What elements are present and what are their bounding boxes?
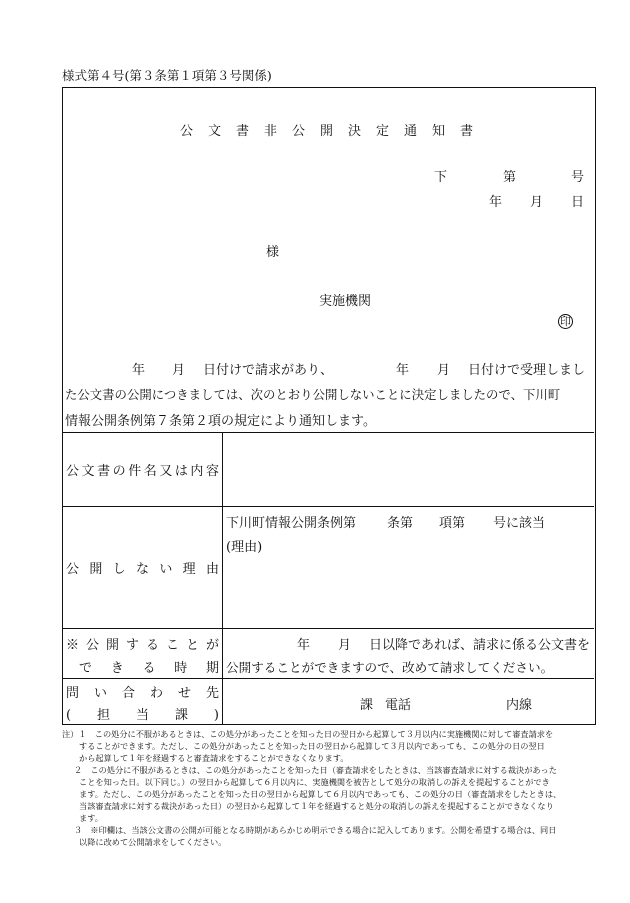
addressee-suffix: 様: [266, 245, 280, 260]
contact-label-1: 問い合わせ先: [66, 686, 219, 701]
body-month-1: 月: [172, 363, 186, 378]
note-line: ３ ※印欄は、当該公文書の公開が可能となる時期があらかじめ明示できる場合に記入してあります。公開を希望する場合は、同日: [74, 825, 557, 835]
body-text-1a: 日付けで請求があり、: [203, 363, 334, 378]
note-line: ます。: [79, 813, 103, 823]
contact-section: 課: [360, 698, 374, 713]
contact-extension: 内線: [506, 698, 533, 713]
row-rule-2: [63, 628, 594, 629]
date-day: 日: [571, 195, 585, 210]
ref-prefix: 下: [434, 170, 448, 185]
contact-label-2: (担当課): [66, 708, 219, 723]
timing-text-a: 日以降であれば、請求に係る公文書を: [369, 638, 591, 653]
body-year-2: 年: [396, 363, 410, 378]
ordinance-paragraph: 項第: [439, 516, 466, 531]
notes-section: [62, 728, 602, 848]
timing-month: 月: [338, 638, 352, 653]
body-year-1: 年: [132, 363, 146, 378]
ref-go: 号: [571, 170, 585, 185]
implementing-agency: 実施機関: [319, 294, 372, 309]
table-top-rule: [63, 432, 594, 433]
date-month: 月: [530, 195, 544, 210]
timing-year: 年: [297, 638, 311, 653]
note-line: 当該審査請求に対する裁決があった日）の翌日から起算して１年を経過すると処分の取消しの訴えを提起することができなくなり: [79, 801, 554, 811]
note-line: することができます。ただし、この処分があったことを知った日の翌日から起算して３月以内であっても、この処分の日の翌日: [79, 741, 545, 751]
body-text-3: 情報公開条例第７条第２項の規定により通知します。: [65, 414, 376, 429]
date-year: 年: [489, 195, 503, 210]
non-disclosure-reason-label: 公開しない理由: [66, 562, 219, 577]
row-rule-3: [63, 678, 594, 679]
note-line: ます。ただし、この処分があったことを知った日の翌日から起算して６月以内であっても、この処分の日（審査請求をしたときは、: [79, 789, 562, 799]
table-column-divider: [222, 432, 223, 724]
disclosure-timing-label-1: ※公開することが: [66, 638, 219, 653]
row-rule-1: [63, 506, 594, 507]
ordinance-item: 号に該当: [493, 516, 546, 531]
body-text-2: た公文書の公開につきましては、次のとおり公開しないことに決定しましたので、下川町: [65, 387, 561, 402]
note-line: ２ この処分に不服があるときは、この処分があったことを知った日（審査請求をしたときは、当該審査請求に対する裁決があった: [74, 765, 557, 775]
form-number-label: 様式第４号(第３条第１項第３号関係): [62, 68, 272, 83]
subject-label: 公文書の件名又は内容: [66, 464, 219, 479]
ordinance-article: 条第: [387, 516, 414, 531]
contact-phone: 電話: [385, 698, 412, 713]
note-line: 以降に改めて公開請求をしてください。: [79, 837, 227, 847]
body-text-1b: 日付けで受理しまし: [468, 363, 586, 378]
note-line: 注）１ この処分に不服があるときは、この処分があったことを知った日の翌日から起算して３月以内に実施機関に対して審査請求を: [62, 729, 554, 739]
seal-mark: 印: [560, 315, 571, 328]
body-month-2: 月: [437, 363, 451, 378]
note-line: ことを知った日。以下同じ。）の翌日から起算して６月以内に、実施機関を被告として処分の取消しの訴えを提起することができ: [79, 777, 550, 787]
notice-form-frame: [62, 87, 596, 725]
document-title: 公文書非公開決定通知書: [179, 124, 488, 139]
ordinance-text: 下川町情報公開条例第: [226, 516, 357, 531]
note-line: から起算して１年を経過すると審査請求をすることができなくなります。: [79, 753, 349, 763]
disclosure-timing-label-2: できる時期: [79, 661, 219, 676]
reason-heading: (理由): [226, 540, 263, 555]
timing-text-b: 公開することができますので、改めて請求してください。: [226, 660, 554, 675]
ref-dai: 第: [503, 170, 517, 185]
